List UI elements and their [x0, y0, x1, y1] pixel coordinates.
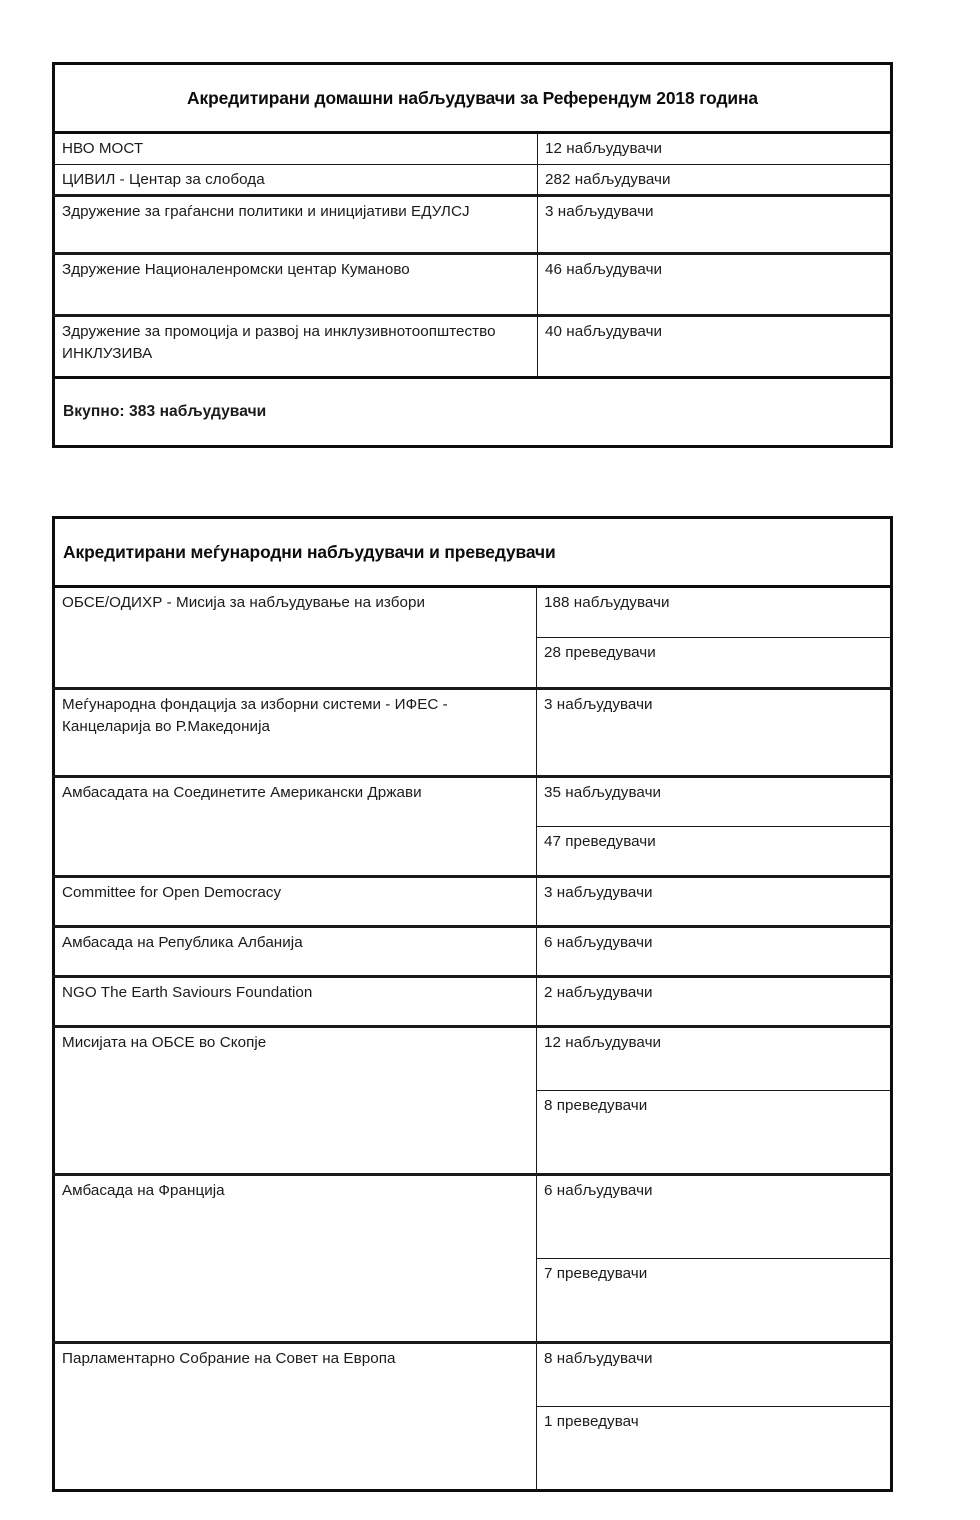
table-row [54, 133, 892, 165]
observer-count: 6 набљудувачи [537, 1175, 892, 1259]
organisation-name: Амбасада на Франција [54, 1175, 537, 1343]
organisation-name: ЦИВИЛ - Центар за слобода [54, 164, 538, 196]
domestic-total: Вкупно: 383 набљудувачи [54, 378, 892, 447]
observer-count: 46 набљудувачи [538, 254, 892, 316]
organisation-name: НВО МОСТ [54, 133, 538, 165]
observer-count: 3 набљудувачи [537, 877, 892, 927]
observer-count: 3 набљудувачи [538, 196, 892, 254]
organisation-name: ОБСЕ/ОДИХР - Мисија за набљудување на избори [54, 587, 537, 689]
observer-count: 2 набљудувачи [537, 977, 892, 1027]
organisation-name: Амбасадата на Соединетите Американски Држави [54, 777, 537, 877]
translator-count: 47 преведувачи [537, 827, 892, 877]
table-caption-row [54, 518, 892, 587]
organisation-name: NGO The Earth Saviours Foundation [54, 977, 537, 1027]
organisation-name: Здружение за граѓансни политики и иницијативи ЕДУЛСЈ [54, 196, 538, 254]
total-row [54, 378, 892, 447]
organisation-name: Committee for Open Democracy [54, 877, 537, 927]
organisation-name: Амбасада на Република Албанија [54, 927, 537, 977]
translator-count: 7 преведувачи [537, 1259, 892, 1343]
translator-count: 28 преведувачи [537, 638, 892, 689]
table-row [54, 254, 892, 316]
international-table-caption: Акредитирани меѓународни набљудувачи и преведувачи [54, 518, 892, 587]
table-row [54, 927, 892, 977]
observer-count: 6 набљудувачи [537, 927, 892, 977]
table-caption-row [54, 64, 892, 133]
organisation-name: Здружение Националенромски центар Куманово [54, 254, 538, 316]
observer-count: 35 набљудувачи [537, 777, 892, 827]
organisation-name: Мисијата на ОБСЕ во Скопје [54, 1027, 537, 1175]
observer-count: 3 набљудувачи [537, 689, 892, 777]
domestic-table-caption: Акредитирани домашни набљудувачи за Референдум 2018 година [54, 64, 892, 133]
observer-count: 12 набљудувачи [538, 133, 892, 165]
table-row [54, 877, 892, 927]
table-row [54, 977, 892, 1027]
domestic-observers-table [52, 62, 893, 448]
international-observers-table [52, 516, 893, 1492]
observer-count: 8 набљудувачи [537, 1343, 892, 1407]
table-row [54, 1027, 892, 1091]
table-row [54, 689, 892, 777]
table-row [54, 777, 892, 827]
table-row [54, 1175, 892, 1259]
observer-count: 282 набљудувачи [538, 164, 892, 196]
table-row [54, 164, 892, 196]
translator-count: 8 преведувачи [537, 1091, 892, 1175]
table-row [54, 1343, 892, 1407]
organisation-name: Меѓународна фондација за изборни системи - ИФЕС - Канцеларија во Р.Македонија [54, 689, 537, 777]
organisation-name: Здружение за промоција и развој на инклузивнотоопштество ИНКЛУЗИВА [54, 316, 538, 378]
table-row [54, 196, 892, 254]
organisation-name: Парламентарно Собрание на Совет на Европа [54, 1343, 537, 1491]
observer-count: 12 набљудувачи [537, 1027, 892, 1091]
table-row [54, 316, 892, 378]
translator-count: 1 преведувач [537, 1407, 892, 1491]
table-row [54, 587, 892, 638]
observer-count: 188 набљудувачи [537, 587, 892, 638]
observer-count: 40 набљудувачи [538, 316, 892, 378]
